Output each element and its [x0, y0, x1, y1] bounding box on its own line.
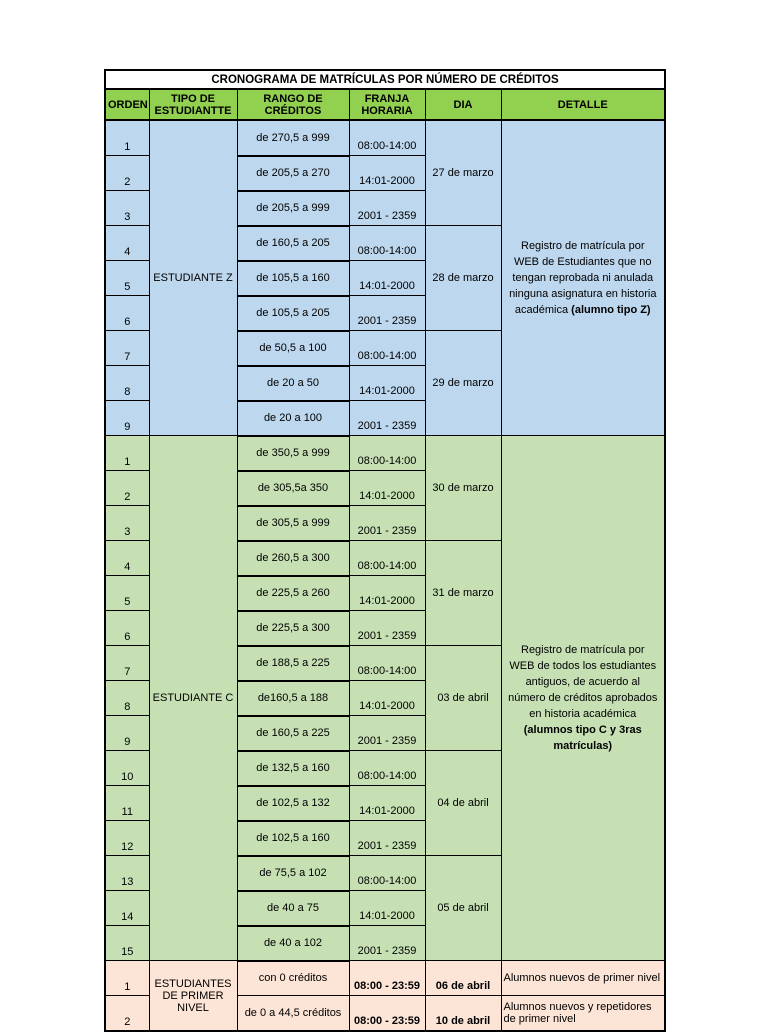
franja-cell: 08:00-14:00 [349, 541, 425, 576]
detalle-cell [501, 436, 665, 961]
rango-cell: de 132,5 a 160 [237, 751, 349, 786]
header-tipo: TIPO DE ESTUDIANTTE [149, 89, 237, 120]
orden-cell: 9 [105, 401, 149, 436]
franja-cell: 2001 - 2359 [349, 506, 425, 541]
franja-cell: 2001 - 2359 [349, 296, 425, 331]
franja-cell: 08:00 - 23:59 [349, 996, 425, 1032]
dia-cell: 03 de abril [425, 646, 501, 751]
orden-cell: 2 [105, 156, 149, 191]
orden-cell: 5 [105, 576, 149, 611]
rango-cell: de 270,5 a 999 [237, 120, 349, 156]
dia-cell: 29 de marzo [425, 331, 501, 436]
franja-cell: 08:00-14:00 [349, 436, 425, 471]
rango-cell: de 305,5a 350 [237, 471, 349, 506]
rango-cell: de 105,5 a 205 [237, 296, 349, 331]
dia-cell: 06 de abril [425, 961, 501, 996]
orden-cell: 15 [105, 926, 149, 961]
rango-cell: de 225,5 a 300 [237, 611, 349, 646]
header-dia: DIA [425, 89, 501, 120]
rango-cell: de 105,5 a 160 [237, 261, 349, 296]
franja-cell: 08:00 - 23:59 [349, 961, 425, 996]
detalle-text: Registro de matrícula por WEB de Estudiantes que no tengan reprobada ni anulada ninguna asignatura en historia académica [509, 240, 657, 316]
franja-cell: 14:01-2000 [349, 891, 425, 926]
rango-cell: de 350,5 a 999 [237, 436, 349, 471]
orden-cell: 8 [105, 366, 149, 401]
orden-cell: 12 [105, 821, 149, 856]
rango-cell: de 102,5 a 160 [237, 821, 349, 856]
franja-cell: 14:01-2000 [349, 681, 425, 716]
rango-cell: de 305,5 a 999 [237, 506, 349, 541]
rango-cell: de 188,5 a 225 [237, 646, 349, 681]
tipo-cell: ESTUDIANTE C [149, 436, 237, 961]
rango-cell: con 0 créditos [237, 961, 349, 996]
dia-cell: 30 de marzo [425, 436, 501, 541]
orden-cell: 6 [105, 611, 149, 646]
orden-cell: 7 [105, 331, 149, 366]
detalle-bold-text: (alumnos tipo C y 3ras matrículas) [523, 724, 642, 752]
rango-cell: de 20 a 50 [237, 366, 349, 401]
rango-cell: de 205,5 a 270 [237, 156, 349, 191]
orden-cell: 10 [105, 751, 149, 786]
detalle-cell: Alumnos nuevos y repetidores de primer nivel [501, 996, 665, 1032]
franja-cell: 08:00-14:00 [349, 120, 425, 156]
rango-cell: de 102,5 a 132 [237, 786, 349, 821]
franja-cell: 08:00-14:00 [349, 856, 425, 891]
orden-cell: 7 [105, 646, 149, 681]
header-detalle: DETALLE [501, 89, 665, 120]
franja-cell: 14:01-2000 [349, 576, 425, 611]
detalle-bold-text: (alumno tipo Z) [571, 304, 651, 316]
franja-cell: 2001 - 2359 [349, 191, 425, 226]
dia-cell: 10 de abril [425, 996, 501, 1032]
rango-cell: de 260,5 a 300 [237, 541, 349, 576]
franja-cell: 14:01-2000 [349, 786, 425, 821]
tipo-cell: ESTUDIANTE Z [149, 120, 237, 436]
rango-cell: de 0 a 44,5 créditos [237, 996, 349, 1032]
table-row [105, 120, 665, 156]
orden-cell: 6 [105, 296, 149, 331]
franja-cell: 08:00-14:00 [349, 331, 425, 366]
orden-cell: 1 [105, 436, 149, 471]
franja-cell: 2001 - 2359 [349, 926, 425, 961]
header-row [105, 89, 665, 120]
table-title: CRONOGRAMA DE MATRÍCULAS POR NÚMERO DE CRÉDITOS [105, 70, 665, 89]
detalle-cell: Alumnos nuevos de primer nivel [501, 961, 665, 996]
franja-cell: 2001 - 2359 [349, 821, 425, 856]
table-row [105, 436, 665, 471]
rango-cell: de160,5 a 188 [237, 681, 349, 716]
tipo-cell: ESTUDIANTES DE PRIMER NIVEL [149, 961, 237, 1032]
orden-cell: 1 [105, 961, 149, 996]
dia-cell: 31 de marzo [425, 541, 501, 646]
header-rango: RANGO DE CRÉDITOS [237, 89, 349, 120]
detalle-text: Registro de matrícula por WEB de todos los estudiantes antiguos, de acuerdo al número de créditos aprobados en historia académica [508, 644, 658, 720]
detalle-cell [501, 120, 665, 436]
orden-cell: 9 [105, 716, 149, 751]
franja-cell: 14:01-2000 [349, 156, 425, 191]
orden-cell: 2 [105, 996, 149, 1032]
rango-cell: de 40 a 75 [237, 891, 349, 926]
orden-cell: 4 [105, 226, 149, 261]
rango-cell: de 50,5 a 100 [237, 331, 349, 366]
franja-cell: 08:00-14:00 [349, 646, 425, 681]
header-orden: ORDEN [105, 89, 149, 120]
table-row [105, 961, 665, 996]
dia-cell: 28 de marzo [425, 226, 501, 331]
franja-cell: 14:01-2000 [349, 261, 425, 296]
orden-cell: 2 [105, 471, 149, 506]
franja-cell: 14:01-2000 [349, 471, 425, 506]
rango-cell: de 160,5 a 205 [237, 226, 349, 261]
rango-cell: de 160,5 a 225 [237, 716, 349, 751]
orden-cell: 3 [105, 191, 149, 226]
rango-cell: de 205,5 a 999 [237, 191, 349, 226]
header-franja: FRANJA HORARIA [349, 89, 425, 120]
orden-cell: 4 [105, 541, 149, 576]
franja-cell: 08:00-14:00 [349, 226, 425, 261]
franja-cell: 08:00-14:00 [349, 751, 425, 786]
dia-cell: 27 de marzo [425, 120, 501, 226]
orden-cell: 8 [105, 681, 149, 716]
orden-cell: 13 [105, 856, 149, 891]
rango-cell: de 40 a 102 [237, 926, 349, 961]
rango-cell: de 20 a 100 [237, 401, 349, 436]
franja-cell: 2001 - 2359 [349, 611, 425, 646]
franja-cell: 14:01-2000 [349, 366, 425, 401]
orden-cell: 5 [105, 261, 149, 296]
orden-cell: 11 [105, 786, 149, 821]
franja-cell: 2001 - 2359 [349, 716, 425, 751]
orden-cell: 3 [105, 506, 149, 541]
franja-cell: 2001 - 2359 [349, 401, 425, 436]
rango-cell: de 225,5 a 260 [237, 576, 349, 611]
dia-cell: 04 de abril [425, 751, 501, 856]
rango-cell: de 75,5 a 102 [237, 856, 349, 891]
orden-cell: 1 [105, 120, 149, 156]
orden-cell: 14 [105, 891, 149, 926]
schedule-table [104, 69, 666, 1032]
dia-cell: 05 de abril [425, 856, 501, 961]
